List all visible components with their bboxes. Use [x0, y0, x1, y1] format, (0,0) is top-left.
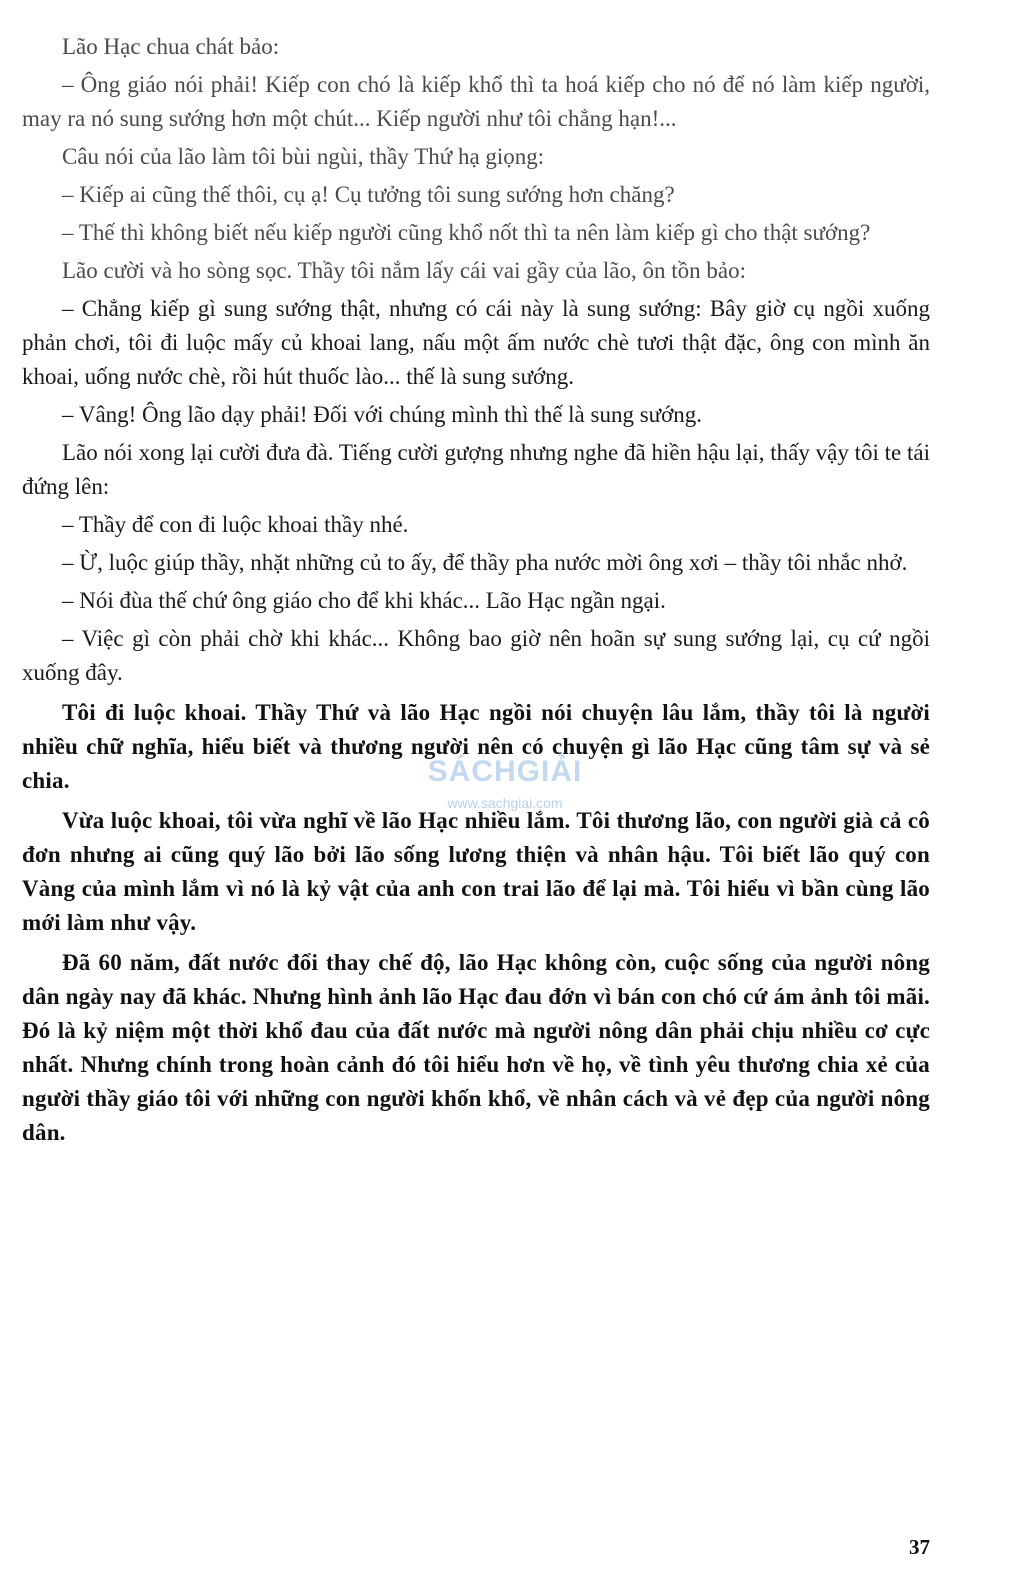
- paragraph: – Ừ, luộc giúp thầy, nhặt những củ to ấy, để thầy pha nước mời ông xơi – thầy tôi nhắc nhở.: [62, 550, 908, 575]
- paragraph: – Ông giáo nói phải! Kiếp con chó là kiếp khổ thì ta hoá kiếp cho nó để nó làm kiếp người, may ra nó sung sướng hơn một chút... Kiếp người như tôi chẳng hạn!...: [22, 72, 930, 131]
- paragraph: Tôi đi luộc khoai. Thầy Thứ và lão Hạc ngồi nói chuyện lâu lắm, thầy tôi là người nhiều chữ nghĩa, hiểu biết và thương người nên có chuyện gì lão Hạc cũng tâm sự và sẻ chia.: [22, 700, 930, 793]
- paragraph: – Việc gì còn phải chờ khi khác... Không bao giờ nên hoãn sự sung sướng lại, cụ cứ ngồi xuống đây.: [22, 626, 930, 685]
- paragraph: – Nói đùa thế chứ ông giáo cho để khi khác... Lão Hạc ngần ngại.: [62, 588, 666, 613]
- paragraph: Vừa luộc khoai, tôi vừa nghĩ về lão Hạc nhiều lắm. Tôi thương lão, con người già cả cô đơn nhưng ai cũng quý lão bởi lão sống lương thiện và nhân hậu. Tôi biết lão quý con Vàng của mình lắm vì nó là kỷ vật của anh con trai lão để lại mà. Tôi hiểu vì bần cùng lão mới làm như vậy.: [22, 808, 930, 935]
- watermark-logo: SÁCHGIẢI: [427, 755, 583, 788]
- paragraph: Lão nói xong lại cười đưa đà. Tiếng cười gượng nhưng nghe đã hiền hậu lại, thấy vậy tôi te tái đứng lên:: [22, 440, 930, 499]
- page-number: 37: [909, 1535, 930, 1559]
- paragraph: – Kiếp ai cũng thế thôi, cụ ạ! Cụ tưởng tôi sung sướng hơn chăng?: [62, 182, 675, 207]
- paragraph: – Thầy để con đi luộc khoai thầy nhé.: [62, 512, 409, 537]
- paragraph: – Thế thì không biết nếu kiếp người cũng khổ nốt thì ta nên làm kiếp gì cho thật sướng?: [62, 220, 871, 245]
- paragraph: Lão Hạc chua chát bảo:: [62, 34, 280, 59]
- book-page-text: [22, 30, 930, 1154]
- paragraph: – Chẳng kiếp gì sung sướng thật, nhưng có cái này là sung sướng: Bây giờ cụ ngồi xuống phản chơi, tôi đi luộc mấy củ khoai lang, nấu một ấm nước chè tươi thật đặc, ông con mình ăn khoai, uống nước chè, rồi hút thuốc lào... thế là sung sướng.: [22, 296, 930, 389]
- paragraph: – Vâng! Ông lão dạy phải! Đối với chúng mình thì thế là sung sướng.: [62, 402, 703, 427]
- paragraph: Lão cười và ho sòng sọc. Thầy tôi nắm lấy cái vai gầy của lão, ôn tồn bảo:: [62, 258, 746, 283]
- paragraph: Đã 60 năm, đất nước đổi thay chế độ, lão Hạc không còn, cuộc sống của người nông dân ngày nay đã khác. Nhưng hình ảnh lão Hạc đau đớn vì bán con chó cứ ám ảnh tôi mãi. Đó là kỷ niệm một thời khổ đau của đất nước mà người nông dân phải chịu nhiều cơ cực nhất. Nhưng chính trong hoàn cảnh đó tôi hiểu hơn về họ, về tình yêu thương chia xẻ của người thầy giáo tôi với những con người khốn khổ, về nhân cách và vẻ đẹp của người nông dân.: [22, 950, 930, 1145]
- paragraph: Câu nói của lão làm tôi bùi ngùi, thầy Thứ hạ giọng:: [62, 144, 545, 169]
- watermark-url: www.sachgiai.com: [447, 795, 563, 811]
